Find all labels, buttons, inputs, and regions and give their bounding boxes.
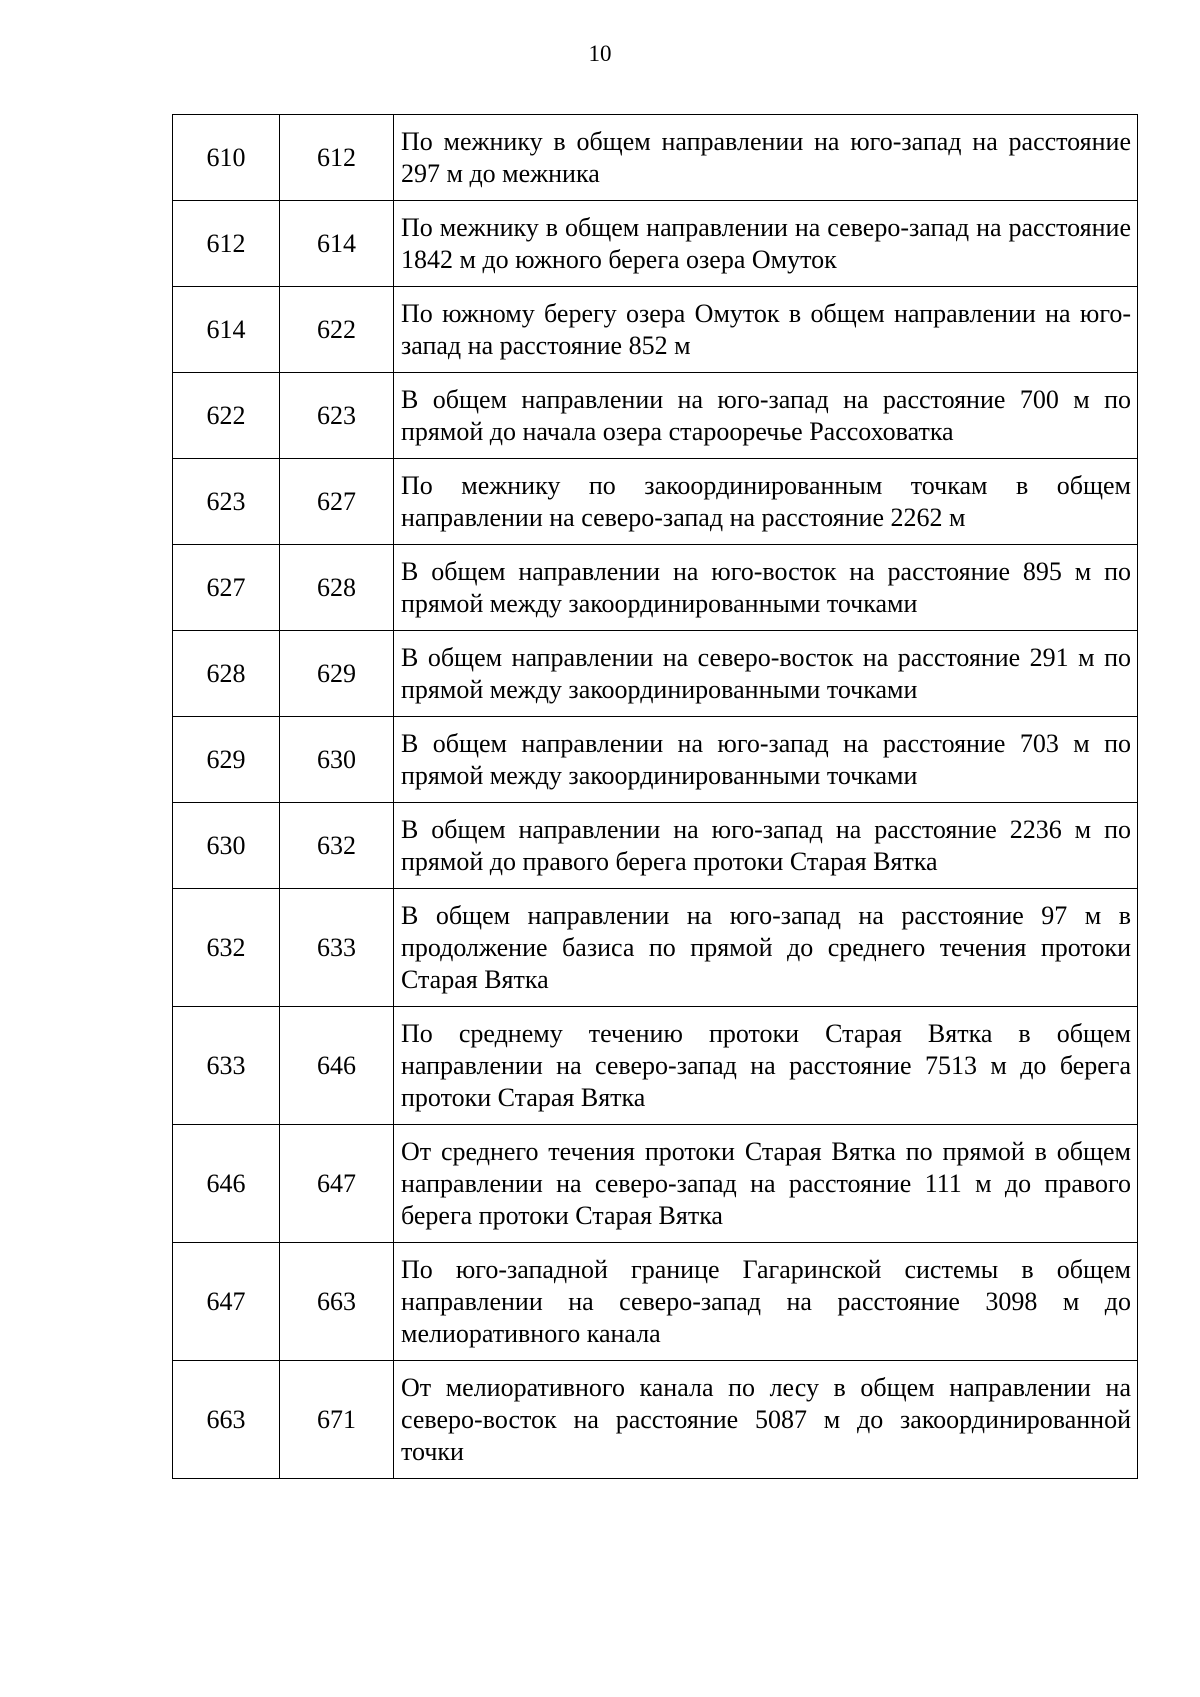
table-row xyxy=(173,115,1138,201)
segment-description: По среднему течению протоки Старая Вятка в общем направлении на северо-запад на расстояние 7513 м до берега протоки Старая Вятка xyxy=(394,1007,1138,1125)
table-row xyxy=(173,459,1138,545)
table-row xyxy=(173,717,1138,803)
segment-description: В общем направлении на юго-восток на расстояние 895 м по прямой между закоординированными точками xyxy=(394,545,1138,631)
point-from: 646 xyxy=(173,1125,280,1243)
segment-description: От мелиоративного канала по лесу в общем направлении на северо-восток на расстояние 5087 м до закоординированной точки xyxy=(394,1361,1138,1479)
table-row xyxy=(173,889,1138,1007)
point-from: 623 xyxy=(173,459,280,545)
point-from: 663 xyxy=(173,1361,280,1479)
table-row xyxy=(173,1361,1138,1479)
table-row xyxy=(173,803,1138,889)
table-row xyxy=(173,287,1138,373)
point-to: 622 xyxy=(280,287,394,373)
page-number: 10 xyxy=(588,41,612,66)
point-to: 632 xyxy=(280,803,394,889)
point-from: 610 xyxy=(173,115,280,201)
point-to: 627 xyxy=(280,459,394,545)
point-from: 647 xyxy=(173,1243,280,1361)
segment-description: По межнику по закоординированным точкам в общем направлении на северо-запад на расстояние 2262 м xyxy=(394,459,1138,545)
segment-description: По межнику в общем направлении на северо-запад на расстояние 1842 м до южного берега озера Омуток xyxy=(394,201,1138,287)
segment-description: От среднего течения протоки Старая Вятка по прямой в общем направлении на северо-запад на расстояние 111 м до правого берега протоки Старая Вятка xyxy=(394,1125,1138,1243)
point-to: 663 xyxy=(280,1243,394,1361)
segment-description: В общем направлении на юго-запад на расстояние 700 м по прямой до начала озера старооречье Рассоховатка xyxy=(394,373,1138,459)
segment-description: В общем направлении на юго-запад на расстояние 703 м по прямой между закоординированными точками xyxy=(394,717,1138,803)
boundary-description-table xyxy=(172,114,1138,1479)
point-to: 630 xyxy=(280,717,394,803)
point-to: 612 xyxy=(280,115,394,201)
segment-description: По юго-западной границе Гагаринской системы в общем направлении на северо-запад на расстояние 3098 м до мелиоративного канала xyxy=(394,1243,1138,1361)
table-row xyxy=(173,545,1138,631)
point-from: 630 xyxy=(173,803,280,889)
segment-description: По южному берегу озера Омуток в общем направлении на юго-запад на расстояние 852 м xyxy=(394,287,1138,373)
segment-description: По межнику в общем направлении на юго-запад на расстояние 297 м до межника xyxy=(394,115,1138,201)
table-row xyxy=(173,1125,1138,1243)
table-row xyxy=(173,201,1138,287)
point-from: 633 xyxy=(173,1007,280,1125)
point-from: 612 xyxy=(173,201,280,287)
point-to: 671 xyxy=(280,1361,394,1479)
point-to: 623 xyxy=(280,373,394,459)
table-row xyxy=(173,631,1138,717)
segment-description: В общем направлении на северо-восток на расстояние 291 м по прямой между закоординированными точками xyxy=(394,631,1138,717)
point-from: 614 xyxy=(173,287,280,373)
point-from: 622 xyxy=(173,373,280,459)
point-to: 629 xyxy=(280,631,394,717)
table-row xyxy=(173,1007,1138,1125)
point-from: 628 xyxy=(173,631,280,717)
table-row xyxy=(173,1243,1138,1361)
segment-description: В общем направлении на юго-запад на расстояние 97 м в продолжение базиса по прямой до среднего течения протоки Старая Вятка xyxy=(394,889,1138,1007)
table-row xyxy=(173,373,1138,459)
point-to: 628 xyxy=(280,545,394,631)
point-from: 629 xyxy=(173,717,280,803)
point-to: 647 xyxy=(280,1125,394,1243)
point-to: 614 xyxy=(280,201,394,287)
point-to: 633 xyxy=(280,889,394,1007)
point-from: 627 xyxy=(173,545,280,631)
point-to: 646 xyxy=(280,1007,394,1125)
segment-description: В общем направлении на юго-запад на расстояние 2236 м по прямой до правого берега протоки Старая Вятка xyxy=(394,803,1138,889)
point-from: 632 xyxy=(173,889,280,1007)
